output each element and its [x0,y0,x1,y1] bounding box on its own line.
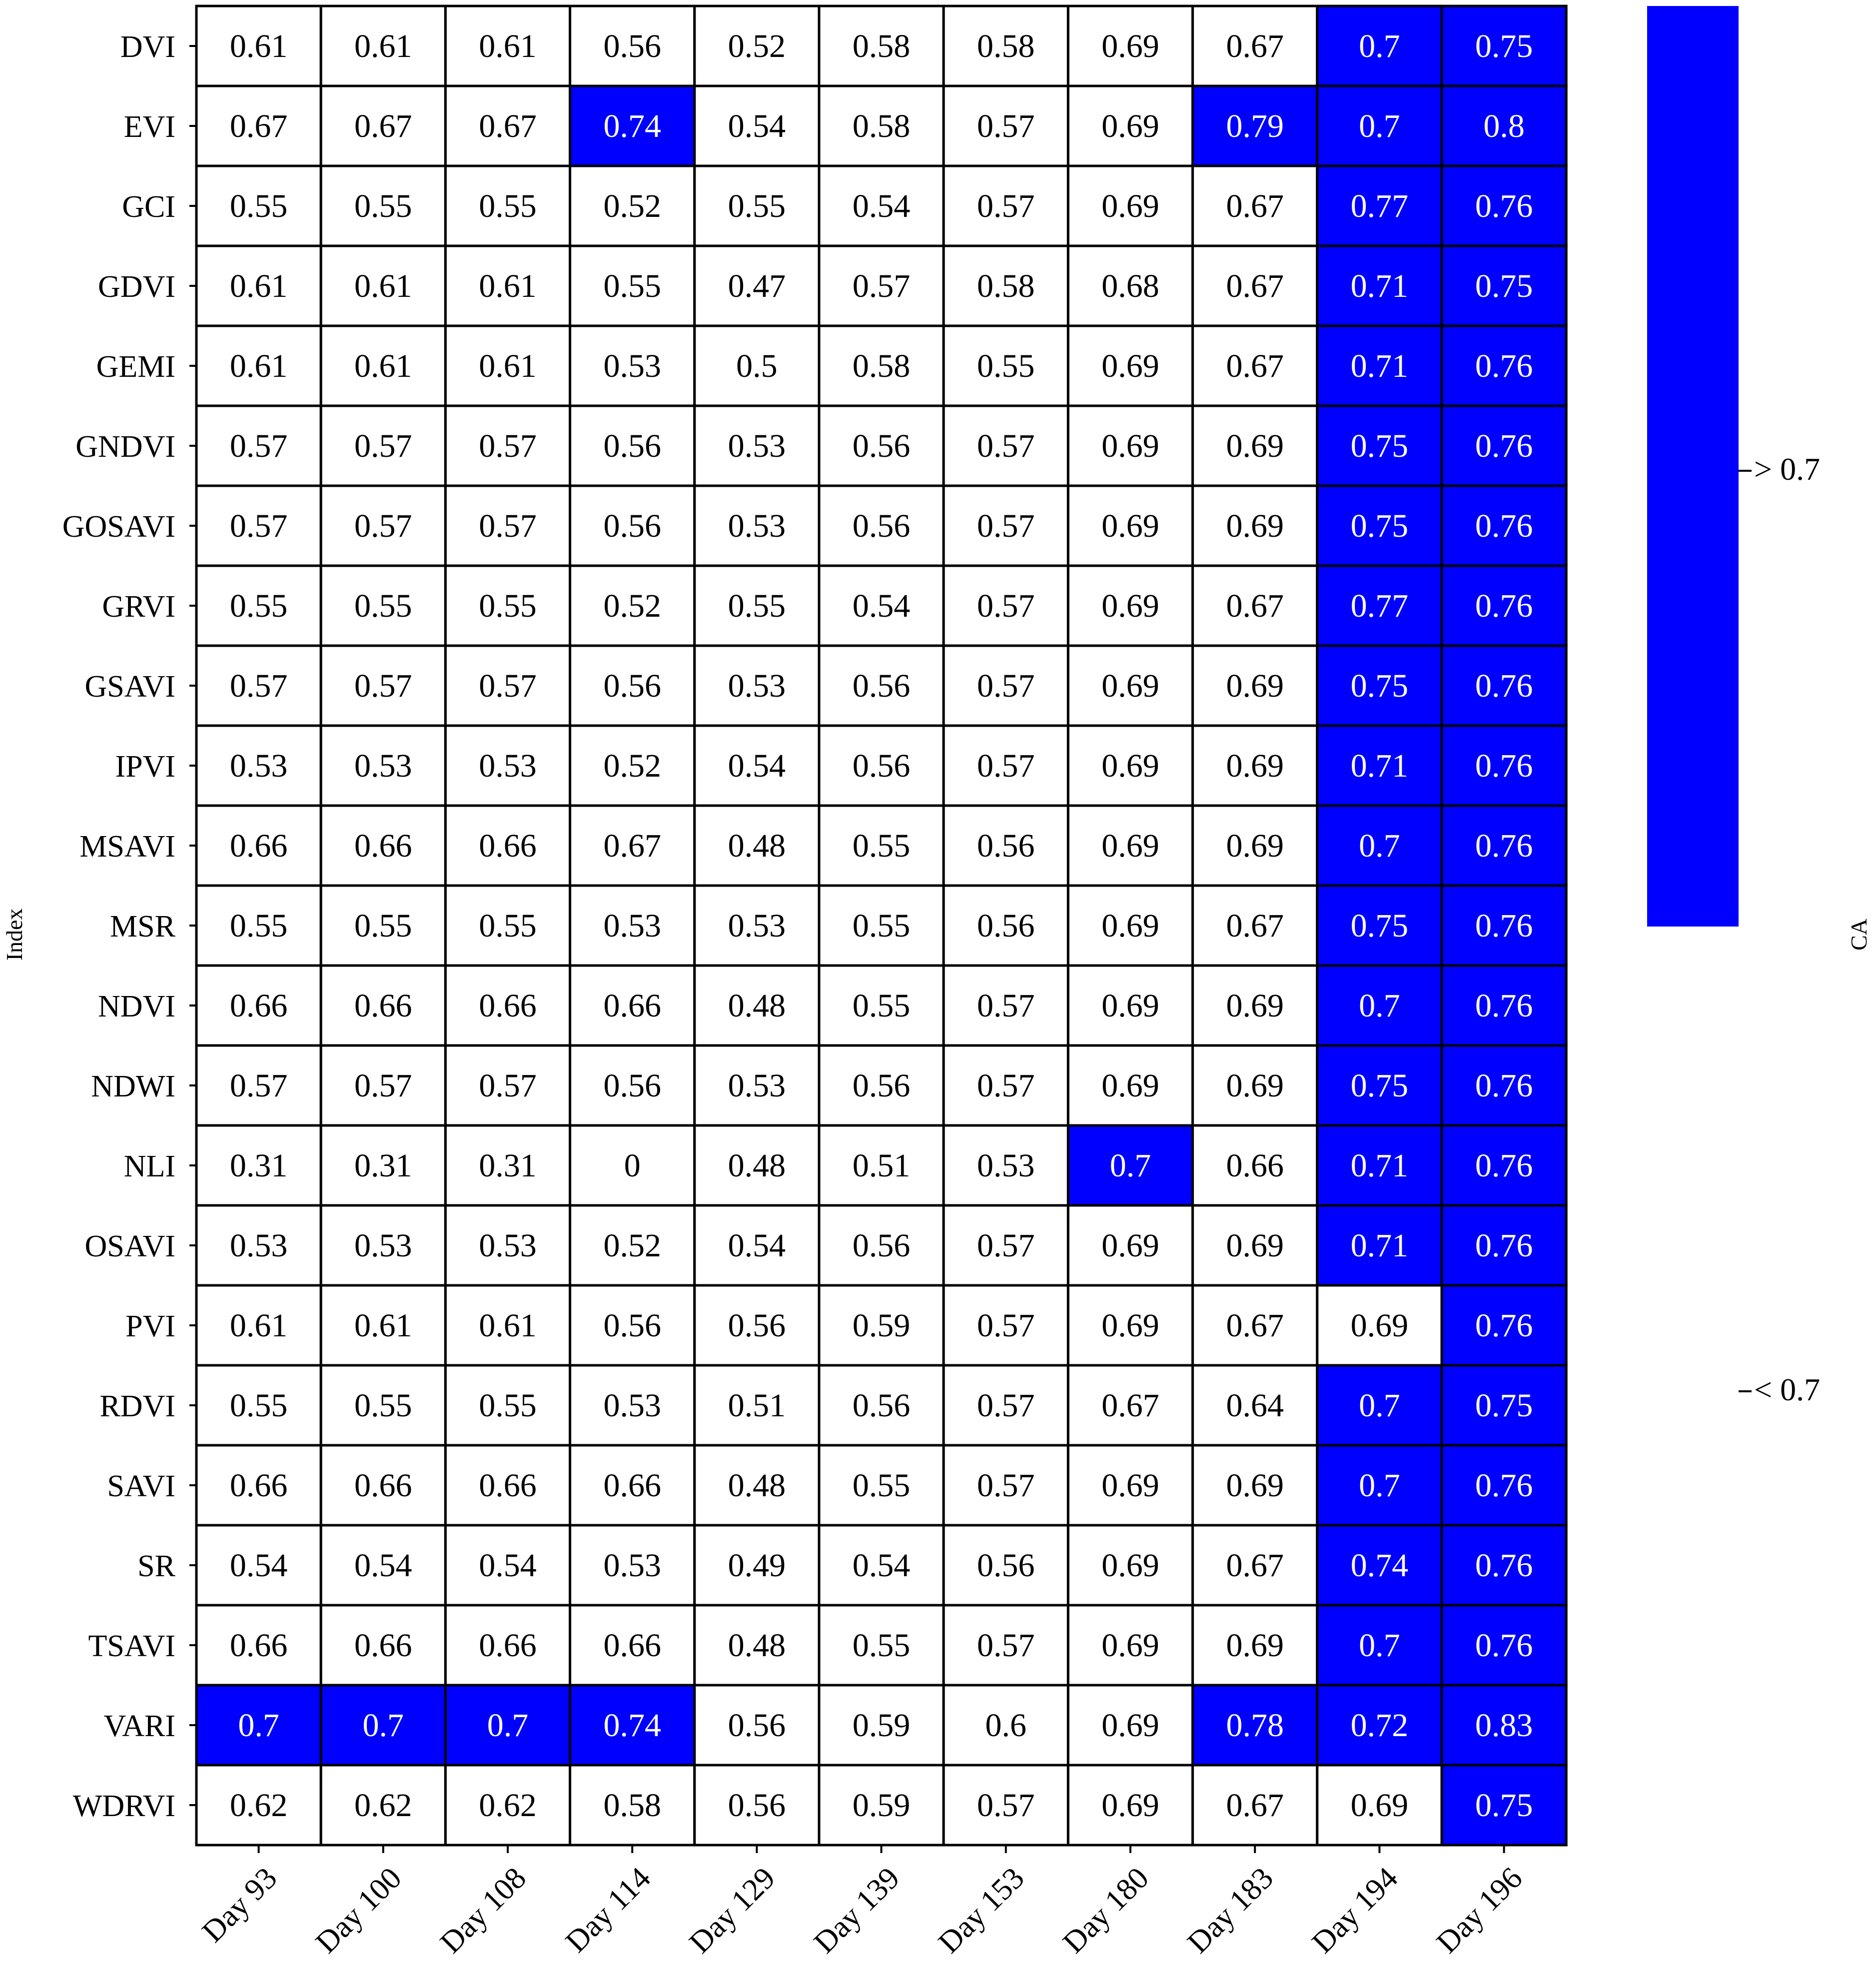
cell-value-label: 0.58 [852,28,911,64]
cell-value-label: 0.61 [229,348,288,384]
cell-value-label: 0.69 [1101,828,1159,864]
cell-value-label: 0.76 [1475,668,1533,704]
cell-value-label: 0.66 [479,1467,537,1504]
cell-value-label: 0.7 [1359,108,1400,144]
cell-value-label: 0.55 [852,828,911,864]
cell-value-label: 0.67 [1226,28,1284,64]
cell-value-label: 0 [624,1147,641,1184]
cell-value-label: 0.67 [1226,588,1284,624]
cell-value-label: 0.61 [354,268,412,304]
cell-value-label: 0.75 [1350,508,1409,544]
cell-value-label: 0.57 [229,508,288,544]
cell-value-label: 0.69 [1226,1627,1284,1664]
cell-value-label: 0.69 [1101,1227,1159,1264]
cell-value-label: 0.76 [1475,748,1533,784]
cell-value-label: 0.54 [728,1227,786,1264]
cell-value-label: 0.62 [354,1787,412,1824]
cell-value-label: 0.55 [728,188,786,224]
cell-value-label: 0.58 [977,28,1035,64]
cell-value-label: 0.56 [603,508,661,544]
cell-value-label: 0.69 [1101,188,1159,224]
cell-value-label: 0.71 [1350,1147,1409,1184]
cell-value-label: 0.67 [354,108,412,144]
cell-value-label: 0.55 [603,268,661,304]
cell-value-label: 0.68 [1101,268,1159,304]
cell-value-label: 0.56 [977,828,1035,864]
cell-value-label: 0.75 [1350,668,1409,704]
row-label: VARI [103,1709,175,1743]
cell-value-label: 0.56 [603,28,661,64]
cell-value-label: 0.52 [603,748,661,784]
cell-value-label: 0.57 [977,428,1035,464]
column-label: Day 196 [1430,1861,1529,1960]
cell-value-label: 0.56 [728,1787,786,1824]
column-label: Day 183 [1181,1861,1280,1960]
cell-value-label: 0.57 [229,428,288,464]
cell-value-label: 0.71 [1350,348,1409,384]
cell-value-label: 0.53 [479,748,537,784]
cell-value-label: 0.58 [603,1787,661,1824]
cell-value-label: 0.57 [229,668,288,704]
cell-value-label: 0.75 [1475,268,1533,304]
cell-value-label: 0.66 [229,988,288,1024]
cell-value-label: 0.67 [229,108,288,144]
cell-value-label: 0.69 [1350,1307,1409,1344]
cell-value-label: 0.66 [603,1467,661,1504]
cell-value-label: 0.66 [229,828,288,864]
cell-value-label: 0.57 [977,108,1035,144]
cell-value-label: 0.55 [479,1387,537,1424]
cell-value-label: 0.56 [852,428,911,464]
cell-value-label: 0.54 [479,1547,537,1584]
cell-value-label: 0.52 [603,588,661,624]
cell-value-label: 0.61 [354,348,412,384]
cell-value-label: 0.53 [603,1387,661,1424]
row-label: PVI [125,1309,175,1343]
cell-value-label: 0.8 [1483,108,1525,144]
cell-value-label: 0.57 [977,1387,1035,1424]
column-label: Day 108 [434,1861,533,1960]
cell-value-label: 0.69 [1101,28,1159,64]
cell-value-label: 0.71 [1350,268,1409,304]
cell-value-label: 0.69 [1226,1227,1284,1264]
cell-value-label: 0.52 [603,188,661,224]
row-label: GDVI [98,270,175,304]
cell-value-label: 0.6 [985,1707,1027,1744]
cell-value-label: 0.71 [1350,1227,1409,1264]
cell-value-label: 0.57 [977,188,1035,224]
cell-value-label: 0.75 [1475,1787,1533,1824]
row-label: SR [137,1549,175,1583]
cell-value-label: 0.66 [479,828,537,864]
cell-value-label: 0.67 [1226,348,1284,384]
cell-value-label: 0.56 [603,1067,661,1104]
row-label: EVI [123,110,175,144]
cell-value-label: 0.67 [1101,1387,1159,1424]
cell-value-label: 0.57 [977,1787,1035,1824]
cell-value-label: 0.57 [479,428,537,464]
cell-value-label: 0.56 [977,908,1035,944]
cell-value-label: 0.56 [852,508,911,544]
cell-value-label: 0.69 [1350,1787,1409,1824]
column-label: Day 139 [807,1861,907,1960]
cell-value-label: 0.55 [852,908,911,944]
cell-value-label: 0.54 [728,748,786,784]
cell-value-label: 0.69 [1101,1067,1159,1104]
row-labels [62,30,196,1823]
cell-value-label: 0.53 [728,668,786,704]
row-label: OSAVI [84,1229,175,1263]
cell-value-label: 0.66 [479,988,537,1024]
cell-value-label: 0.56 [603,668,661,704]
cell-value-label: 0.55 [728,588,786,624]
column-label: Day 129 [683,1861,782,1960]
cell-value-label: 0.57 [977,668,1035,704]
cell-value-label: 0.76 [1475,828,1533,864]
cell-value-label: 0.71 [1350,748,1409,784]
cell-value-label: 0.57 [977,588,1035,624]
cell-value-label: 0.75 [1350,428,1409,464]
cell-value-label: 0.48 [728,988,786,1024]
cell-value-label: 0.83 [1475,1707,1533,1744]
cell-value-label: 0.76 [1475,1147,1533,1184]
cell-value-label: 0.55 [354,188,412,224]
cell-value-label: 0.66 [354,1627,412,1664]
cell-value-label: 0.54 [229,1547,288,1584]
cell-value-label: 0.59 [852,1787,911,1824]
cell-value-label: 0.69 [1226,828,1284,864]
cell-value-label: 0.66 [354,988,412,1024]
cell-value-label: 0.76 [1475,1547,1533,1584]
cell-value-label: 0.74 [603,1707,661,1744]
cell-value-label: 0.58 [852,348,911,384]
cell-value-label: 0.7 [1109,1147,1151,1184]
cell-value-label: 0.69 [1101,988,1159,1024]
cell-value-label: 0.56 [603,1307,661,1344]
cell-value-label: 0.54 [852,1547,911,1584]
colorbar-title: CA [1846,919,1872,951]
cell-value-label: 0.66 [229,1467,288,1504]
cell-value-label: 0.53 [977,1147,1035,1184]
cell-value-label: 0.7 [1359,1387,1400,1424]
cell-value-label: 0.48 [728,1627,786,1664]
y-axis-label: Index [1,908,27,961]
cell-value-label: 0.67 [1226,1787,1284,1824]
cell-value-label: 0.66 [229,1627,288,1664]
cell-value-label: 0.55 [977,348,1035,384]
cell-value-label: 0.69 [1101,1627,1159,1664]
cell-value-label: 0.61 [479,1307,537,1344]
cell-value-label: 0.69 [1101,1547,1159,1584]
cell-value-label: 0.76 [1475,1627,1533,1664]
cell-value-label: 0.76 [1475,508,1533,544]
cell-value-label: 0.69 [1101,748,1159,784]
cell-value-label: 0.75 [1475,28,1533,64]
cell-value-label: 0.69 [1226,748,1284,784]
cell-value-label: 0.57 [977,1067,1035,1104]
cell-value-label: 0.56 [728,1707,786,1744]
cell-value-label: 0.56 [852,1067,911,1104]
cell-value-label: 0.7 [487,1707,529,1744]
column-label: Day 153 [932,1861,1031,1960]
row-label: GSAVI [84,670,175,704]
cell-value-label: 0.69 [1101,1467,1159,1504]
cell-value-label: 0.79 [1226,108,1284,144]
cell-value-label: 0.55 [852,988,911,1024]
cell-value-label: 0.55 [229,908,288,944]
cell-value-label: 0.53 [728,1067,786,1104]
column-label: Day 100 [309,1861,408,1960]
cell-value-label: 0.53 [728,908,786,944]
cell-value-label: 0.53 [603,1547,661,1584]
cell-value-label: 0.61 [479,28,537,64]
cell-value-label: 0.56 [852,668,911,704]
cell-value-label: 0.7 [1359,28,1400,64]
cell-value-label: 0.66 [354,1467,412,1504]
cell-value-label: 0.67 [1226,268,1284,304]
cell-value-label: 0.55 [354,908,412,944]
row-label: RDVI [99,1389,175,1423]
cell-value-label: 0.7 [362,1707,404,1744]
cell-value-label: 0.66 [603,1627,661,1664]
cell-value-label: 0.59 [852,1307,911,1344]
cell-value-label: 0.69 [1101,1707,1159,1744]
cell-value-label: 0.7 [238,1707,279,1744]
cell-value-label: 0.58 [977,268,1035,304]
heatmap-cells [196,6,1566,1845]
cell-value-label: 0.67 [1226,1547,1284,1584]
cell-value-label: 0.66 [1226,1147,1284,1184]
cell-value-label: 0.57 [479,668,537,704]
cell-value-label: 0.56 [728,1307,786,1344]
cell-value-label: 0.69 [1101,348,1159,384]
cell-value-label: 0.61 [229,1307,288,1344]
cell-value-label: 0.76 [1475,588,1533,624]
cell-value-label: 0.61 [229,28,288,64]
cell-value-label: 0.66 [603,988,661,1024]
cell-value-label: 0.61 [354,1307,412,1344]
cell-value-label: 0.56 [977,1547,1035,1584]
row-label: GNDVI [75,430,175,464]
cell-value-label: 0.53 [229,1227,288,1264]
cell-value-label: 0.76 [1475,348,1533,384]
cell-value-label: 0.7 [1359,1467,1400,1504]
row-label: NDVI [98,990,175,1023]
cell-value-label: 0.57 [977,1227,1035,1264]
cell-value-label: 0.57 [354,428,412,464]
cell-value-label: 0.69 [1101,588,1159,624]
row-label: NLI [123,1149,175,1183]
cell-value-label: 0.69 [1101,1787,1159,1824]
cell-value-label: 0.75 [1350,1067,1409,1104]
cell-value-label: 0.7 [1359,1627,1400,1664]
row-label: WDRVI [72,1789,175,1823]
cell-value-label: 0.53 [728,508,786,544]
cell-value-label: 0.5 [736,348,778,384]
cell-value-label: 0.55 [479,188,537,224]
cell-value-label: 0.54 [354,1547,412,1584]
cell-value-label: 0.7 [1359,988,1400,1024]
cell-value-label: 0.55 [479,588,537,624]
row-label: GEMI [96,350,175,384]
cell-value-label: 0.55 [229,588,288,624]
cell-value-label: 0.69 [1101,668,1159,704]
cell-value-label: 0.67 [1226,188,1284,224]
cell-value-label: 0.69 [1101,428,1159,464]
cell-value-label: 0.66 [479,1627,537,1664]
row-label: MSR [110,910,175,944]
cell-value-label: 0.67 [1226,1307,1284,1344]
cell-value-label: 0.76 [1475,428,1533,464]
cell-value-label: 0.55 [229,188,288,224]
cell-value-label: 0.61 [479,268,537,304]
column-label: Day 180 [1056,1861,1155,1960]
cell-value-label: 0.7 [1359,828,1400,864]
cell-value-label: 0.55 [852,1467,911,1504]
cell-value-label: 0.53 [603,908,661,944]
cell-value-label: 0.62 [229,1787,288,1824]
cell-value-label: 0.56 [852,748,911,784]
cell-value-label: 0.56 [852,1387,911,1424]
cell-value-label: 0.48 [728,1467,786,1504]
cell-value-label: 0.69 [1101,508,1159,544]
column-label: Day 194 [1305,1861,1405,1960]
cell-value-label: 0.76 [1475,1067,1533,1104]
cell-value-label: 0.67 [603,828,661,864]
cell-value-label: 0.51 [728,1387,786,1424]
cell-value-label: 0.54 [852,588,911,624]
cell-value-label: 0.31 [229,1147,288,1184]
cell-value-label: 0.51 [852,1147,911,1184]
cell-value-label: 0.57 [354,668,412,704]
cell-value-label: 0.31 [354,1147,412,1184]
cell-value-label: 0.69 [1226,508,1284,544]
cell-value-label: 0.58 [852,108,911,144]
cell-value-label: 0.57 [479,1067,537,1104]
cell-value-label: 0.61 [354,28,412,64]
cell-value-label: 0.77 [1350,188,1409,224]
cell-value-label: 0.69 [1101,908,1159,944]
row-label: GCI [122,190,175,224]
row-label: MSAVI [79,830,175,864]
cell-value-label: 0.76 [1475,988,1533,1024]
cell-value-label: 0.69 [1101,1307,1159,1344]
cell-value-label: 0.55 [229,1387,288,1424]
column-label: Day 114 [559,1861,658,1960]
cell-value-label: 0.54 [852,188,911,224]
cell-value-label: 0.78 [1226,1707,1284,1744]
cell-value-label: 0.54 [728,108,786,144]
cell-value-label: 0.57 [977,1627,1035,1664]
cell-value-label: 0.61 [229,268,288,304]
cell-value-label: 0.55 [479,908,537,944]
cell-value-label: 0.75 [1475,1387,1533,1424]
cell-value-label: 0.72 [1350,1707,1409,1744]
cell-value-label: 0.62 [479,1787,537,1824]
column-labels [196,1845,1529,1960]
cell-value-label: 0.57 [977,748,1035,784]
cell-value-label: 0.69 [1226,428,1284,464]
colorbar-high-segment [1647,6,1739,927]
cell-value-label: 0.66 [354,828,412,864]
cell-value-label: 0.56 [603,428,661,464]
cell-value-label: 0.69 [1101,108,1159,144]
row-label: GOSAVI [62,510,175,544]
cell-value-label: 0.52 [728,28,786,64]
cell-value-label: 0.77 [1350,588,1409,624]
cell-value-label: 0.57 [479,508,537,544]
cell-value-label: 0.55 [354,588,412,624]
row-label: TSAVI [88,1629,175,1663]
cell-value-label: 0.55 [354,1387,412,1424]
cell-value-label: 0.57 [852,268,911,304]
colorbar-low-label: < 0.7 [1754,1372,1821,1407]
cell-value-label: 0.57 [229,1067,288,1104]
cell-value-label: 0.57 [354,508,412,544]
cell-value-label: 0.53 [354,1227,412,1264]
cell-value-label: 0.64 [1226,1387,1284,1424]
cell-value-label: 0.53 [603,348,661,384]
cell-value-label: 0.57 [977,988,1035,1024]
cell-value-label: 0.57 [354,1067,412,1104]
colorbar-high-label: > 0.7 [1754,451,1821,487]
cell-value-label: 0.47 [728,268,786,304]
cell-value-label: 0.69 [1226,668,1284,704]
cell-value-label: 0.55 [852,1627,911,1664]
cell-value-label: 0.61 [479,348,537,384]
cell-value-label: 0.53 [728,428,786,464]
row-label: GRVI [102,590,175,624]
cell-value-label: 0.57 [977,508,1035,544]
cell-value-label: 0.67 [1226,908,1284,944]
cell-value-label: 0.74 [1350,1547,1409,1584]
cell-value-label: 0.53 [479,1227,537,1264]
cell-value-label: 0.69 [1226,1467,1284,1504]
cell-value-label: 0.48 [728,1147,786,1184]
row-label: IPVI [115,750,175,784]
cell-value-label: 0.76 [1475,908,1533,944]
cell-value-label: 0.52 [603,1227,661,1264]
row-label: NDWI [91,1069,175,1103]
cell-value-label: 0.75 [1350,908,1409,944]
cell-value-label: 0.69 [1226,988,1284,1024]
cell-value-label: 0.31 [479,1147,537,1184]
cell-value-label: 0.76 [1475,188,1533,224]
cell-value-label: 0.56 [852,1227,911,1264]
cell-value-label: 0.48 [728,828,786,864]
cell-value-label: 0.69 [1226,1067,1284,1104]
cell-value-label: 0.57 [977,1307,1035,1344]
cell-value-label: 0.76 [1475,1467,1533,1504]
cell-value-label: 0.76 [1475,1307,1533,1344]
cell-value-label: 0.59 [852,1707,911,1744]
cell-value-label: 0.49 [728,1547,786,1584]
cell-value-label: 0.67 [479,108,537,144]
column-label: Day 93 [195,1861,284,1949]
row-label: DVI [120,30,175,64]
cell-value-label: 0.53 [354,748,412,784]
cell-value-label: 0.76 [1475,1227,1533,1264]
row-label: SAVI [107,1469,175,1503]
cell-value-label: 0.74 [603,108,661,144]
cell-value-label: 0.57 [977,1467,1035,1504]
cell-value-label: 0.53 [229,748,288,784]
